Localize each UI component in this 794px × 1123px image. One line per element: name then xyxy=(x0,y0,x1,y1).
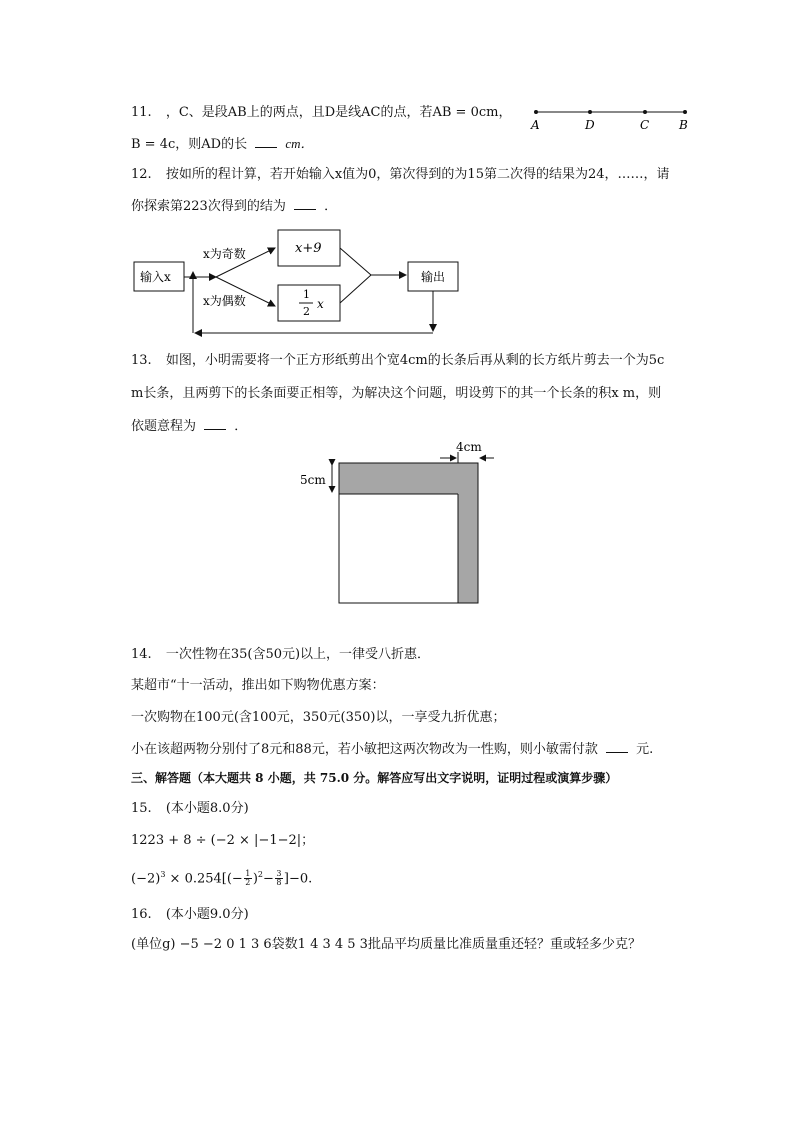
q13-text-1: 如图，小明需要将一个正方形纸剪出个宽4cm的长条后再从剩的长方纸片剪去一个为5c xyxy=(165,353,665,368)
q14-line2 xyxy=(131,677,385,695)
point-a xyxy=(534,110,538,114)
q11-number: 11. xyxy=(131,105,152,120)
q15-frac2-den: 8 xyxy=(276,878,282,888)
q13-answer-blank[interactable] xyxy=(204,417,226,430)
q12-text-1: 按如所的程计算，若开始输入x值为0，第次得到的为15第二次得的结果为24，……，请 xyxy=(165,167,670,182)
segment-figure xyxy=(528,104,698,134)
q15-expr2-exp2: 2 xyxy=(257,870,263,879)
q15-frac1-num: 1 xyxy=(245,869,251,879)
label-5cm: 5cm xyxy=(300,473,326,487)
q14-text-4-end: 元. xyxy=(636,742,654,757)
q15-frac2 xyxy=(275,870,283,887)
q13-number: 13. xyxy=(131,353,152,368)
flow-box-bottom-den: 2 xyxy=(303,305,310,318)
point-d xyxy=(588,110,592,114)
q14-number: 14. xyxy=(131,647,152,662)
flow-output-label: 输出 xyxy=(421,270,446,284)
q14-text-3: 一次购物在100元(含100元，350元(350)以，一享受九折优惠； xyxy=(131,710,506,725)
q16-header: (本小题9.0分) xyxy=(165,907,249,922)
flow-odd-label: x为奇数 xyxy=(203,247,246,261)
q15-expr2 xyxy=(131,866,312,888)
q15-expr2-c: ) xyxy=(252,871,258,887)
q13-line3 xyxy=(131,417,247,436)
shaded-right-strip xyxy=(458,494,478,603)
q11-line2 xyxy=(131,135,314,154)
q16-text: (单位g) −5 −2 0 1 3 6袋数1 4 3 4 5 3批品平均质量比准质量重还轻？重或轻多少克？ xyxy=(131,937,641,952)
q14-line3 xyxy=(131,709,505,727)
q13-text-2: m长条，且两剪下的长条面要正相等，为解决这个问题，明设剪下的其一个长条的积x m，则 xyxy=(131,386,662,401)
flow-box-top-label: x+9 xyxy=(295,241,322,256)
q15-expr1: 1223 + 8 ÷ (−2 × |−1−2|； xyxy=(131,833,315,848)
label-b: B xyxy=(679,118,688,132)
q14-answer-blank[interactable] xyxy=(606,740,628,753)
q12-number: 12. xyxy=(131,167,152,182)
point-b xyxy=(683,110,687,114)
q15-frac2-num: 3 xyxy=(276,869,282,879)
q12-line1 xyxy=(131,166,670,184)
label-c: C xyxy=(640,118,650,132)
q14-line4 xyxy=(131,740,653,759)
flow-box-bottom-num: 1 xyxy=(303,288,310,301)
q13-text-3: 依题意程为 xyxy=(131,419,197,434)
q16-number: 16. xyxy=(131,907,152,922)
q15-header: (本小题8.0分) xyxy=(165,801,249,816)
q13-line1 xyxy=(131,352,664,370)
label-a: A xyxy=(531,118,540,132)
point-c xyxy=(643,110,647,114)
q14-line1 xyxy=(131,646,430,664)
q11-line1 xyxy=(131,104,511,122)
q12-text-2-end: ． xyxy=(324,199,338,214)
q15-expr2-d: − xyxy=(263,871,274,887)
q16-line1 xyxy=(131,906,249,924)
shaded-top-strip xyxy=(339,463,478,494)
q14-text-4: 小在该超两物分别付了8元和88元，若小敏把这两次物改为一性购，则小敏需付款 xyxy=(131,742,598,757)
q15-number: 15. xyxy=(131,801,152,816)
flow-even-label: x为偶数 xyxy=(203,294,246,308)
q13-line2 xyxy=(131,385,661,403)
q12-line2 xyxy=(131,197,337,216)
q14-text-2: 某超市“十一活动，推出如下购物优惠方案： xyxy=(131,678,385,693)
label-4cm: 4cm xyxy=(456,440,482,454)
flow-box-bottom-var: x xyxy=(317,297,324,311)
section-title: 三、解答题（本大题共 8 小题，共 75.0 分。解答应写出文字说明，证明过程或演算步骤） xyxy=(131,771,618,785)
paper-figure xyxy=(290,436,500,608)
q15-frac1 xyxy=(244,870,252,887)
flowchart xyxy=(125,222,475,342)
q14-text-1: 一次性物在35(含50元)以上，一律受八折惠． xyxy=(165,647,431,662)
q11-text-2a: B = 4c，则AD的长 xyxy=(131,137,248,152)
q13-text-3-end: ． xyxy=(234,419,248,434)
q15-line1 xyxy=(131,800,249,818)
q11-answer-blank[interactable] xyxy=(255,135,277,148)
q11-text-2b: cm． xyxy=(285,136,314,151)
flow-input-label: 输入x xyxy=(140,270,171,284)
q12-answer-blank[interactable] xyxy=(294,197,316,210)
label-d: D xyxy=(585,118,595,132)
q15-expr2-exp: 3 xyxy=(160,870,166,879)
q15-expr2-a: (−2) xyxy=(131,871,161,887)
q15-expr2-b: × 0.254[(− xyxy=(165,871,243,887)
q11-text-1: ，C、是段AB上的两点，且D是线AC的点，若AB = 0cm， xyxy=(165,105,512,120)
q15-expr2-e: ]−0. xyxy=(283,871,313,887)
q12-text-2: 你探索第223次得到的结为 xyxy=(131,199,286,214)
q15-frac1-den: 2 xyxy=(245,878,251,888)
